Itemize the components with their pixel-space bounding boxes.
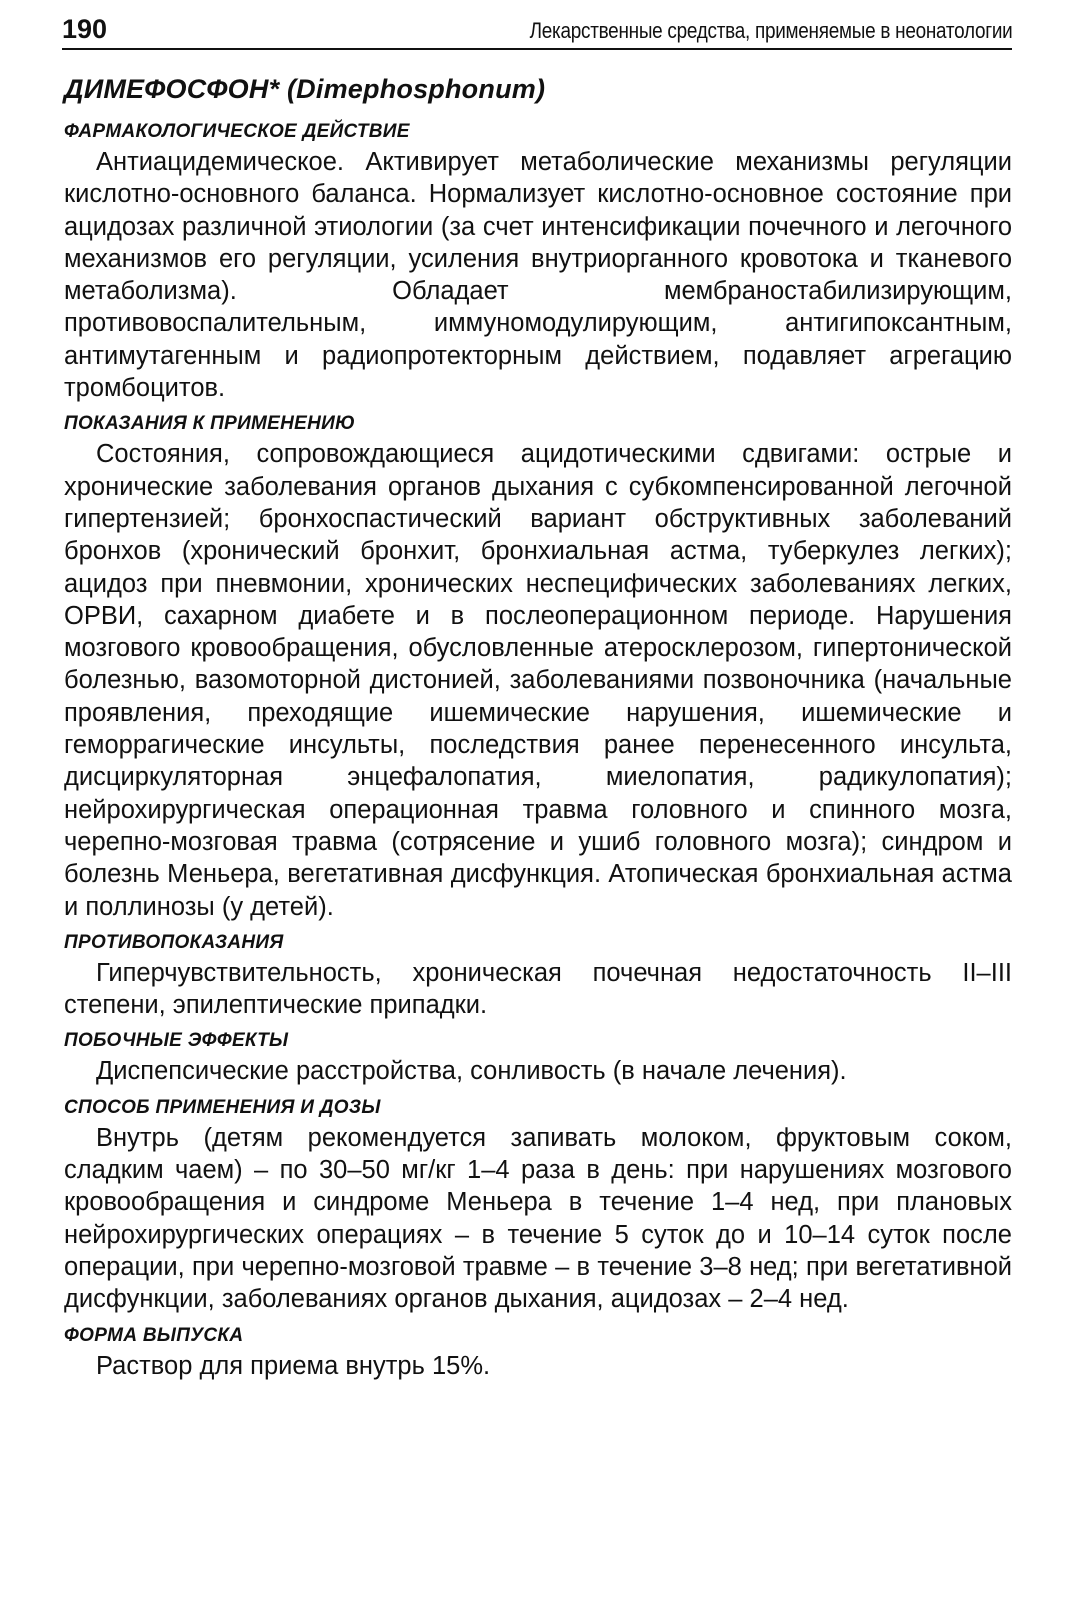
section-release-form bbox=[64, 1324, 1012, 1382]
section-contraindications bbox=[64, 931, 1012, 1022]
section-heading-indications: ПОКАЗАНИЯ К ПРИМЕНЕНИЮ bbox=[64, 413, 356, 435]
running-title: Лекарственные средства, применяемые в неонатологии bbox=[529, 18, 1012, 43]
section-indications bbox=[64, 412, 1012, 922]
section-heading-side-effects: ПОБОЧНЫЕ ЭФФЕКТЫ bbox=[64, 1030, 289, 1052]
section-text-indications: Состояния, сопровождающиеся ацидотическими сдвигами: острые и хронические заболевания органов дыхания с субкомпенсированной легочной гипертензией; бронхоспастический вариант обструктивных заболеваний бронхов (хронический бронхит, бронхиальная астма, туберкулез легких); ацидоз при пневмонии, хронических неспецифических заболеваниях легких, ОРВИ, сахарном диабете и в послеоперационном периоде. Нарушения мозгового кровообращения, обусловленные атеросклерозом, гипертонической болезнью, вазомоторной дистонией, заболеваниями позвоночника (начальные проявления, преходящие ишемические нарушения, ишемические и геморрагические инсульты, последствия ранее перенесенного инсульта, дисциркуляторная энцефалопатия, миелопатия, радикулопатия); нейрохирургическая операционная травма головного и спинного мозга, черепно-мозговая травма (сотрясение и ушиб головного мозга); синдром и болезнь Меньера, вегетативная дисфункция. Атопическая бронхиальная астма и поллинозы (у детей). bbox=[64, 440, 1012, 921]
section-text-side-effects: Диспепсические расстройства, сонливость (в начале лечения). bbox=[96, 1057, 847, 1086]
drug-title: ДИМЕФОСФОН* (Dimephosphonum) bbox=[64, 74, 546, 104]
section-pharmacological-action bbox=[64, 120, 1012, 404]
section-side-effects bbox=[64, 1029, 1012, 1087]
section-heading-contraindications: ПРОТИВОПОКАЗАНИЯ bbox=[64, 931, 284, 953]
section-text-pharmacological-action: Антиацидемическое. Активирует метаболические механизмы регуляции кислотно-основного баланса. Нормализует кислотно-основное состояние при ацидозах различной этиологии (за счет интенсификации почечного и легочного механизмов его регуляции, усиления внутриорганного кровотока и тканевого метаболизма). Обладает мембраностабилизирующим, противовоспалительным, иммуномодулирующим, антигипоксантным, антимутагенным и радиопротекторным действием, подавляет агрегацию тромбоцитов. bbox=[64, 148, 1012, 403]
section-heading-release-form: ФОРМА ВЫПУСКА bbox=[64, 1324, 244, 1346]
section-dosage bbox=[64, 1096, 1012, 1316]
blank-page-margin bbox=[0, 1480, 1073, 1600]
section-heading-pharmacological-action: ФАРМАКОЛОГИЧЕСКОЕ ДЕЙСТВИЕ bbox=[64, 121, 410, 142]
section-heading-dosage: СПОСОБ ПРИМЕНЕНИЯ И ДОЗЫ bbox=[64, 1096, 381, 1118]
section-text-dosage: Внутрь (детям рекомендуется запивать молоком, фруктовым соком, сладким чаем) – по 30–50 мг/кг 1–4 раза в день: при нарушениях мозгового кровообращения и синдроме Меньера в течение 1–4 нед, при плановых нейрохирургических операциях – в течение 5 суток до и 10–14 суток после операции, при черепно-мозговой травме – в течение 3–8 нед; при вегетативной дисфункции, заболеваниях органов дыхания, ацидозах – 2–4 нед. bbox=[64, 1123, 1012, 1314]
article-content bbox=[64, 64, 1012, 1390]
section-text-release-form: Раствор для приема внутрь 15%. bbox=[96, 1351, 491, 1380]
running-head bbox=[62, 12, 1012, 50]
section-text-contraindications: Гиперчувствительность, хроническая почечная недостаточность II–III степени, эпилептические припадки. bbox=[64, 958, 1012, 1020]
page-number: 190 bbox=[62, 14, 108, 44]
